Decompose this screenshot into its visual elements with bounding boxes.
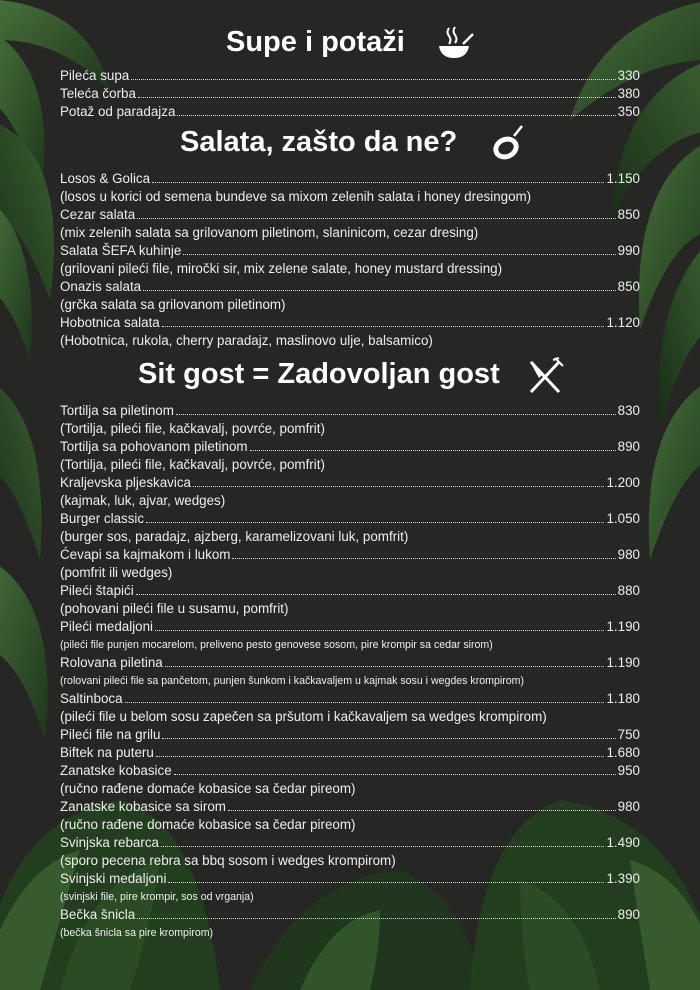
menu-item-name: Potaž od paradajza <box>60 104 176 119</box>
menu-item-name: Zanatske kobasice <box>60 763 172 778</box>
dot-leader <box>165 655 605 667</box>
menu-item-price: 330 <box>617 68 640 83</box>
dot-leader <box>152 171 604 183</box>
menu-item-description: (Hobotnica, rukola, cherry paradajz, maslinovo ulje, balsamico) <box>60 333 433 348</box>
menu-item-description: (losos u korici od semena bundeve sa mixom zelenih salata i honey dresingom) <box>60 189 532 204</box>
menu-item-row <box>60 870 640 888</box>
menu-item-name: Zanatske kobasice sa sirom <box>60 799 226 814</box>
menu-item-description: (grčka salata sa grilovanom piletinom) <box>60 297 286 312</box>
menu-item-row <box>60 474 640 492</box>
menu-item-description: (ručno rađene domaće kobasice sa čedar pireom) <box>60 817 356 832</box>
menu-item-name: Kraljevska pljeskavica <box>60 475 191 490</box>
menu-item-row <box>60 67 640 85</box>
menu-item-description: (sporo pecena rebra sa bbq sosom i wedges krompirom) <box>60 853 396 868</box>
dot-leader <box>156 745 605 757</box>
menu-item-price: 1.180 <box>606 691 640 706</box>
section-title: Salata, zašto da ne? <box>180 126 458 158</box>
menu-item-name: Pileća supa <box>60 68 130 83</box>
dot-leader <box>176 403 616 415</box>
dot-leader <box>155 619 604 631</box>
dot-leader <box>193 475 605 487</box>
menu-item-price: 1.190 <box>606 655 640 670</box>
menu-item-price: 830 <box>617 403 640 418</box>
menu-item-description: (mix zelenih salata sa grilovanom piletinom, slaninicom, cezar dresing) <box>60 225 479 240</box>
menu-item-price: 850 <box>617 207 640 222</box>
menu-item-price: 1.490 <box>606 835 640 850</box>
dot-leader <box>162 315 605 327</box>
menu-item-description: (bečka šnicla sa pire krompirom) <box>60 927 214 939</box>
dot-leader <box>138 86 616 98</box>
menu-item-price: 1.200 <box>606 475 640 490</box>
menu-item-row <box>60 103 640 121</box>
menu-item-name: Svinjski medaljoni <box>60 871 167 886</box>
dot-leader <box>137 207 615 219</box>
menu-item-description: (Tortilja, pileći file, kačkavalj, povrće, pomfrit) <box>60 457 325 472</box>
menu-item-name: Pileći štapići <box>60 583 134 598</box>
menu-item-price: 350 <box>617 104 640 119</box>
menu-item-row <box>60 278 640 296</box>
menu-item-row <box>60 314 640 332</box>
menu-item-description: (Tortilja, pileći file, kačkavalj, povrće, pomfrit) <box>60 421 325 436</box>
dot-leader <box>183 243 615 255</box>
menu-item-name: Ćevapi sa kajmakom i lukom <box>60 547 231 562</box>
menu-item-description: (grilovani pileći file, miročki sir, mix zelene salate, honey mustard dressing) <box>60 261 503 276</box>
soup-bowl-icon <box>435 24 475 64</box>
dot-leader <box>232 547 615 559</box>
menu-item-row <box>60 618 640 636</box>
menu-item-price: 1.150 <box>606 171 640 186</box>
section-title: Supe i potaži <box>226 26 405 58</box>
menu-item-description: (svinjski file, pire krompir, sos od vrganja) <box>60 891 254 903</box>
menu-item-name: Bečka šnicla <box>60 907 136 922</box>
menu-item-description: (kajmak, luk, ajvar, wedges) <box>60 493 226 508</box>
menu-item-description: (pomfrit ili wedges) <box>60 565 173 580</box>
menu-item-row <box>60 85 640 103</box>
menu-item-price: 850 <box>617 279 640 294</box>
menu-item-description: (burger sos, paradajz, ajzberg, karamelizovani luk, pomfrit) <box>60 529 409 544</box>
menu-item-row <box>60 582 640 600</box>
menu-item-name: Cezar salata <box>60 207 136 222</box>
menu-item-name: Biftek na puteru <box>60 745 154 760</box>
dot-leader <box>137 907 615 919</box>
menu-item-description: (ručno rađene domaće kobasice sa čedar pireom) <box>60 781 356 796</box>
menu-item-description: (pileći file u belom sosu zapečen sa pršutom i kačkavaljem sa wedges krompirom) <box>60 709 547 724</box>
menu-item-name: Teleća čorba <box>60 86 136 101</box>
menu-item-price: 980 <box>617 547 640 562</box>
palm-leaf-left-middle <box>0 380 48 740</box>
menu-item-name: Salata ŠEFA kuhinje <box>60 243 182 258</box>
menu-item-row <box>60 762 640 780</box>
menu-item-row <box>60 510 640 528</box>
menu-item-price: 990 <box>617 243 640 258</box>
menu-item-price: 880 <box>617 583 640 598</box>
menu-item-price: 1.120 <box>606 315 640 330</box>
menu-item-description: (pohovani pileći file u susamu, pomfrit) <box>60 601 289 616</box>
dot-leader <box>177 104 615 116</box>
menu-item-row <box>60 798 640 816</box>
menu-item-row <box>60 744 640 762</box>
section-salads-list <box>60 170 640 350</box>
dot-leader <box>161 835 604 847</box>
menu-item-price: 380 <box>617 86 640 101</box>
salad-bowl-icon <box>488 124 528 164</box>
menu-item-name: Hobotnica salata <box>60 315 160 330</box>
dot-leader <box>250 439 616 451</box>
menu-item-row <box>60 546 640 564</box>
menu-item-row <box>60 906 640 924</box>
menu-item-name: Pileći medaljoni <box>60 619 154 634</box>
dot-leader <box>168 871 604 883</box>
menu-item-row <box>60 206 640 224</box>
dot-leader <box>136 583 616 595</box>
menu-item-description: (rolovani pileći file sa pančetom, punjen šunkom i kačkavaljem u kajmak sosu i wegdes krompirom) <box>60 675 524 687</box>
menu-item-row <box>60 834 640 852</box>
section-salads-heading <box>60 122 640 166</box>
menu-item-price: 980 <box>617 799 640 814</box>
menu-item-name: Onazis salata <box>60 279 142 294</box>
menu-item-price: 1.680 <box>606 745 640 760</box>
dot-leader <box>125 691 605 703</box>
section-soups-heading <box>60 22 640 66</box>
fork-knife-icon <box>525 356 565 396</box>
menu-item-row <box>60 690 640 708</box>
menu-item-name: Rolovana piletina <box>60 655 163 670</box>
menu-item-row <box>60 242 640 260</box>
section-mains-heading <box>60 354 640 398</box>
section-mains-list <box>60 402 640 942</box>
section-soups-list <box>60 67 640 121</box>
dot-leader <box>131 68 615 80</box>
menu-item-name: Svinjska rebarca <box>60 835 159 850</box>
menu-item-price: 750 <box>617 727 640 742</box>
dot-leader <box>162 727 615 739</box>
dot-leader <box>143 279 616 291</box>
menu-item-row <box>60 654 640 672</box>
menu-item-price: 890 <box>617 439 640 454</box>
menu-item-price: 1.190 <box>606 619 640 634</box>
menu-item-row <box>60 402 640 420</box>
section-title: Sit gost = Zadovoljan gost <box>138 358 500 390</box>
menu-item-price: 1.050 <box>606 511 640 526</box>
menu-item-price: 950 <box>617 763 640 778</box>
dot-leader <box>174 763 616 775</box>
menu-item-row <box>60 726 640 744</box>
menu-item-price: 1.390 <box>606 871 640 886</box>
dot-leader <box>146 511 604 523</box>
menu-item-name: Losos & Golica <box>60 171 151 186</box>
menu-item-name: Pileći file na grilu <box>60 727 161 742</box>
menu-item-description: (pileći file punjen mocarelom, preliveno pesto genovese sosom, pire krompir sa cedar sirom) <box>60 639 493 651</box>
dot-leader <box>228 799 616 811</box>
menu-item-price: 890 <box>617 907 640 922</box>
menu-item-row <box>60 170 640 188</box>
menu-item-name: Burger classic <box>60 511 145 526</box>
menu-item-name: Tortilja sa piletinom <box>60 403 174 418</box>
menu-item-name: Saltinboca <box>60 691 123 706</box>
menu-item-row <box>60 438 640 456</box>
menu-item-name: Tortilja sa pohovanom piletinom <box>60 439 248 454</box>
